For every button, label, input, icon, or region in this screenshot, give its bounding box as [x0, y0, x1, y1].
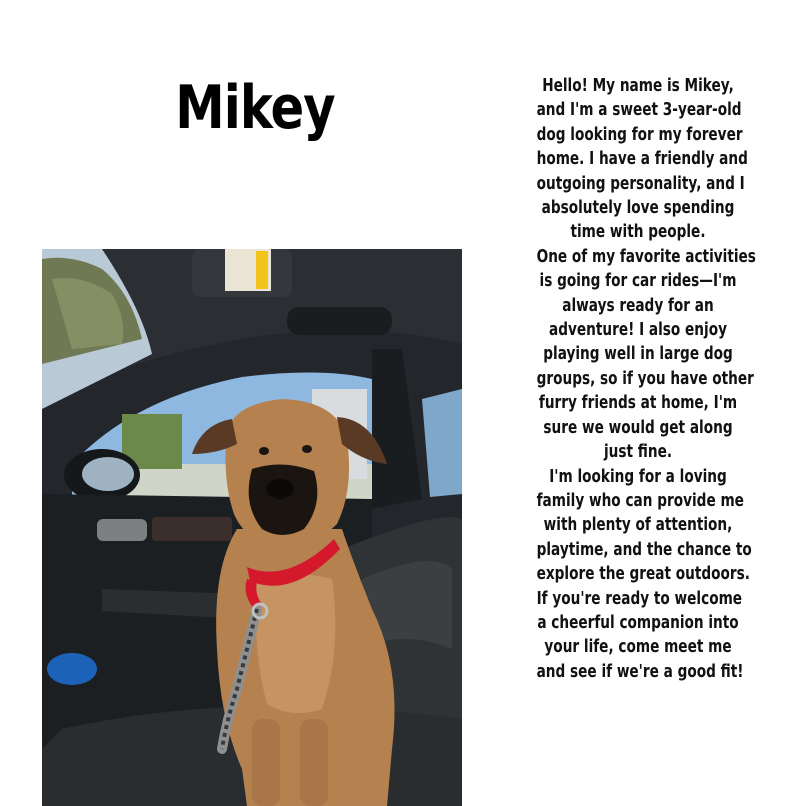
bio-line: with plenty of attention, — [543, 515, 733, 536]
grab-handle — [287, 307, 392, 335]
bio-line: furry friends at home, I'm — [538, 393, 738, 414]
bio-line: dog looking for my forever — [536, 124, 743, 145]
bio-line: always ready for an — [562, 295, 714, 316]
bio-line: and I'm a sweet 3-year-old — [536, 100, 742, 121]
dog-muzzle — [249, 464, 318, 535]
dog-photo — [42, 249, 462, 806]
mirror-glass — [82, 457, 134, 491]
dog-nose — [266, 479, 294, 499]
door-handle — [97, 519, 147, 541]
dog-eye-left — [259, 447, 269, 455]
page-title: Mikey — [175, 73, 335, 143]
dog-front-leg-right — [300, 719, 328, 806]
bio-line: home. I have a friendly and — [536, 149, 748, 170]
bio-line: If you're ready to welcome — [536, 588, 743, 609]
bio-line: sure we would get along — [543, 417, 733, 438]
bio-line: playtime, and the chance to — [536, 539, 752, 560]
bio-line: groups, so if you have other — [536, 368, 754, 389]
dog-front-leg-left — [252, 719, 280, 806]
bio-line: playing well in large dog — [543, 344, 733, 365]
bio-line: absolutely love spending — [541, 198, 735, 219]
dog-eye-right — [302, 445, 312, 453]
bio-line: I'm looking for a loving — [549, 466, 727, 487]
bio-line: family who can provide me — [536, 490, 744, 511]
bio-line: and see if we're a good fit! — [536, 661, 744, 682]
bio-line: your life, come meet me — [544, 637, 732, 658]
visor-label-stripe — [256, 251, 268, 289]
dog-chest — [256, 574, 336, 713]
bio-line: outgoing personality, and I — [536, 173, 745, 194]
bio-line: Hello! My name is Mikey, — [542, 76, 734, 96]
bio-line: One of my favorite activities — [536, 246, 756, 267]
blue-bottle — [47, 653, 97, 685]
bio-line: adventure! I also enjoy — [549, 320, 727, 341]
bio-line: time with people. — [570, 222, 706, 243]
bio-line: a cheerful companion into — [537, 612, 739, 633]
bio-line: just fine. — [603, 442, 673, 463]
bio-text — [536, 74, 756, 684]
bio-line: is going for car rides—I'm — [539, 271, 737, 292]
door-speaker-grille — [152, 517, 232, 541]
dog-photo-illustration — [42, 249, 462, 806]
bio-line: explore the great outdoors. — [536, 564, 750, 585]
